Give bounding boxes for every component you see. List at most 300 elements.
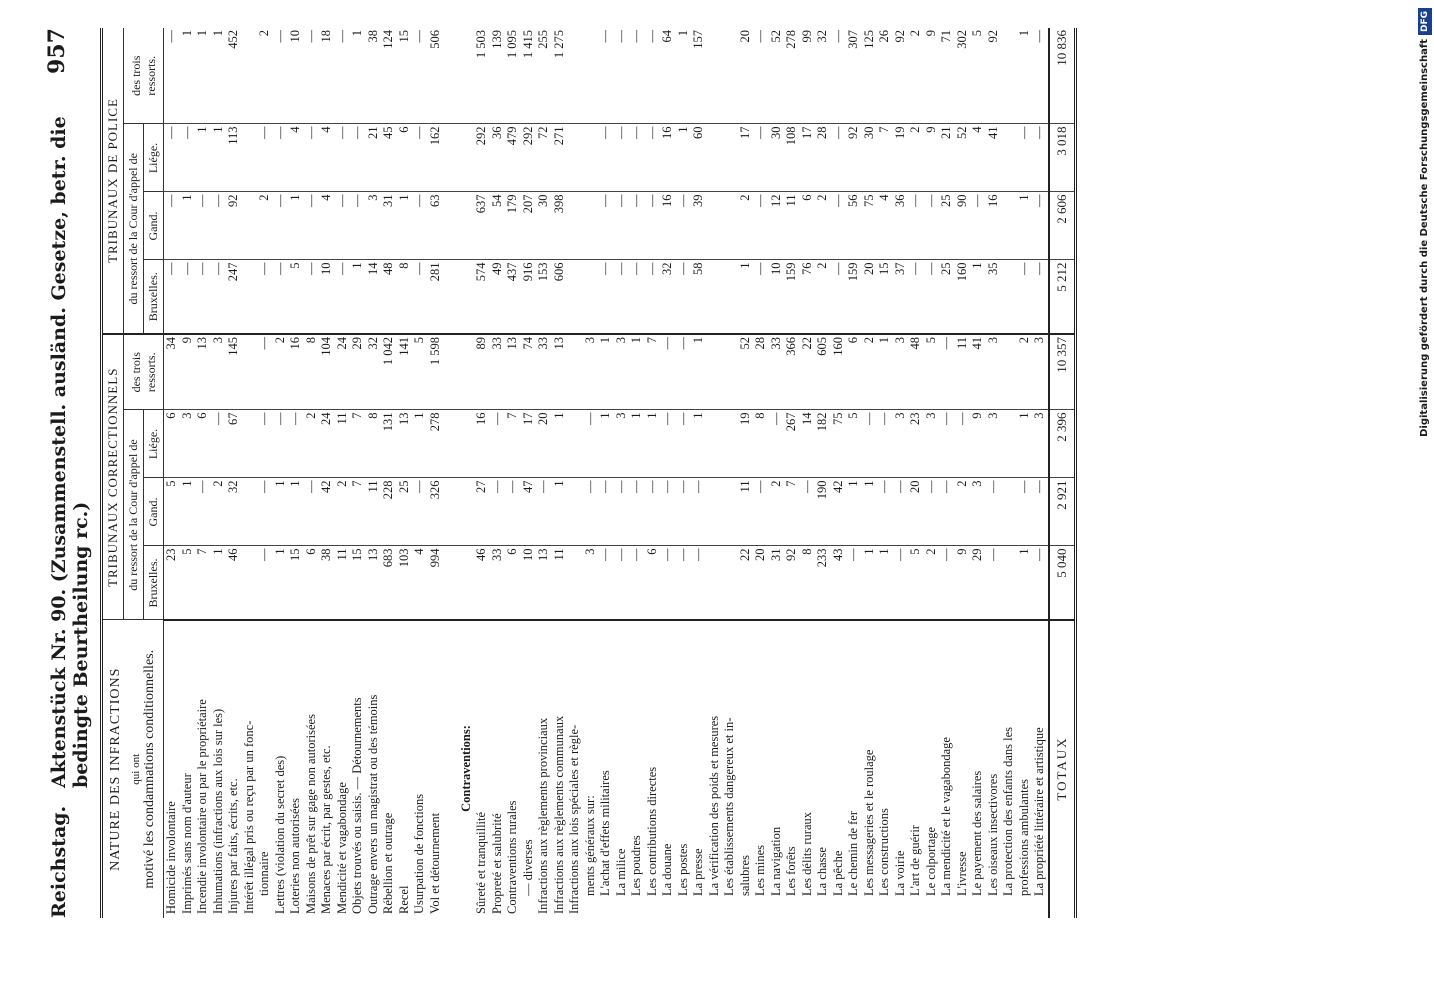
cell-pl — [722, 124, 738, 192]
cell-cg: — — [660, 478, 676, 546]
cell-ct: 5 — [924, 334, 940, 410]
row-label — [614, 620, 630, 918]
cell-ct: 28 — [753, 334, 769, 410]
cell-pg: — — [164, 192, 180, 260]
cell-ct: 33 — [536, 334, 552, 410]
cell-cg: 1 — [288, 478, 304, 546]
row-label — [397, 620, 413, 918]
cell-pl — [583, 124, 599, 192]
cell-ct: 16 — [288, 334, 304, 410]
cell-cl: 131 — [381, 410, 397, 478]
row-label — [319, 620, 335, 918]
cell-pl: — — [412, 124, 428, 192]
total-pb: 5 212 — [1049, 260, 1076, 334]
cell-ct: — — [939, 334, 955, 410]
cell-pl: 60 — [691, 124, 707, 192]
row-label — [660, 620, 676, 918]
cell-cg: — — [304, 478, 320, 546]
cell-pg: — — [629, 192, 645, 260]
table-row — [195, 28, 211, 918]
cell-ct: 2 — [1017, 334, 1033, 410]
header-left: Reichstag. — [48, 805, 70, 918]
table-row — [567, 28, 583, 918]
cell-pb: — — [598, 260, 614, 334]
cell-cg: — — [257, 478, 273, 546]
cell-cb: 9 — [955, 546, 971, 620]
cell-pt — [567, 28, 583, 124]
row-label-text: Vol et détournement — [427, 812, 442, 914]
row-label — [474, 620, 490, 918]
row-label-text: Intérêt illégal pris ou reçu par un fonc- — [241, 720, 256, 914]
cell-cb: 33 — [490, 546, 506, 620]
cell-pt: — — [1032, 28, 1049, 124]
total-cg: 2 921 — [1049, 478, 1076, 546]
cell-ct — [707, 334, 723, 410]
row-label — [939, 620, 955, 918]
cell-cl: 1 — [691, 410, 707, 478]
row-label-text: La presse — [691, 848, 705, 896]
cell-cb: 13 — [536, 546, 552, 620]
cell-pg: 90 — [955, 192, 971, 260]
table-row — [304, 28, 320, 918]
cell-pg: — — [273, 192, 289, 260]
cell-cl — [459, 410, 475, 478]
row-label-text: Infractions aux lois spéciales et règle- — [567, 724, 581, 914]
cell-pt: 2 — [908, 28, 924, 124]
cell-pt: 20 — [738, 28, 754, 124]
cell-ct: 3 — [583, 334, 599, 410]
cell-cl: 24 — [319, 410, 335, 478]
cell-cb — [1001, 546, 1017, 620]
cell-pt: 307 — [846, 28, 862, 124]
row-label — [226, 620, 242, 918]
cell-pb: — — [924, 260, 940, 334]
cell-cl: 13 — [397, 410, 413, 478]
row-label — [583, 620, 599, 918]
table-row — [862, 28, 878, 918]
cell-ct: 74 — [521, 334, 537, 410]
cell-cl: 17 — [521, 410, 537, 478]
row-label-text: Contraventions rurales — [505, 800, 519, 914]
cell-pg: 31 — [381, 192, 397, 260]
cell-cb: — — [257, 546, 273, 620]
cell-ct: 1 — [877, 334, 893, 410]
cell-cg: 42 — [831, 478, 847, 546]
cell-ct: 145 — [226, 334, 242, 410]
row-label — [676, 620, 692, 918]
table-row — [521, 28, 537, 918]
cell-pt: 1 503 — [474, 28, 490, 124]
cell-pl: 45 — [381, 124, 397, 192]
cell-pb: 76 — [800, 260, 816, 334]
cell-pt: 157 — [691, 28, 707, 124]
cell-ct: 32 — [366, 334, 382, 410]
cell-pt — [459, 28, 475, 124]
cell-ct: 24 — [335, 334, 351, 410]
cell-cl: — — [676, 410, 692, 478]
cell-pl: 17 — [800, 124, 816, 192]
cell-cg: 2 — [211, 478, 227, 546]
des-trois-header-1: des trois ressorts. — [124, 334, 164, 410]
table-row — [924, 28, 940, 918]
table-row — [660, 28, 676, 918]
cell-cb: 6 — [645, 546, 661, 620]
cell-ct — [1001, 334, 1017, 410]
cell-cl: — — [877, 410, 893, 478]
total-pl: 3 018 — [1049, 124, 1076, 192]
table-row — [474, 28, 490, 918]
cell-pb: 58 — [691, 260, 707, 334]
cell-pg: 30 — [536, 192, 552, 260]
cell-pg: 1 — [180, 192, 196, 260]
row-label-text: Recel — [396, 885, 411, 914]
cell-pt: — — [304, 28, 320, 124]
col-gand-2: Gand. — [144, 192, 164, 260]
cell-pt: — — [645, 28, 661, 124]
cell-cg: 2 — [769, 478, 785, 546]
row-label-text: Rébellion et outrage — [381, 812, 395, 914]
nature-header — [102, 620, 164, 918]
row-label-text: Homicide involontaire — [164, 801, 178, 914]
cell-pg: 39 — [691, 192, 707, 260]
cell-pl: 9 — [924, 124, 940, 192]
cell-pt: 9 — [924, 28, 940, 124]
cell-pg: — — [970, 192, 986, 260]
cell-pl: 21 — [366, 124, 382, 192]
cell-ct: 3 — [1032, 334, 1049, 410]
row-label-text: L'ivresse — [954, 851, 969, 896]
row-label — [164, 620, 180, 918]
table-row — [242, 28, 258, 918]
table-body — [164, 28, 1076, 918]
cell-cl: 182 — [815, 410, 831, 478]
table-row — [1032, 28, 1049, 918]
row-label — [1001, 620, 1017, 918]
table-row — [691, 28, 707, 918]
cell-cg: — — [1017, 478, 1033, 546]
cell-pb: 32 — [660, 260, 676, 334]
cell-pt: 1 — [350, 28, 366, 124]
ressort-header-1: du ressort de la Cour d'appel de — [124, 410, 144, 620]
cell-ct: 2 — [862, 334, 878, 410]
cell-ct: 33 — [490, 334, 506, 410]
row-label — [831, 620, 847, 918]
cell-pg: 12 — [769, 192, 785, 260]
cell-pb: 159 — [846, 260, 862, 334]
cell-pt: 18 — [319, 28, 335, 124]
row-label-text: Les mines — [753, 844, 767, 896]
cell-cb: 6 — [304, 546, 320, 620]
cell-pt: 1 — [211, 28, 227, 124]
table-row — [722, 28, 738, 918]
table-row — [1001, 28, 1017, 918]
cell-pb: — — [645, 260, 661, 334]
cell-cb: 8 — [800, 546, 816, 620]
row-label-text: — diverses — [520, 839, 535, 896]
cell-cg: — — [645, 478, 661, 546]
cell-ct: 5 — [412, 334, 428, 410]
cell-ct: 48 — [908, 334, 924, 410]
row-label-text: La protection des enfants dans les — [1001, 726, 1015, 896]
total-cb: 5 040 — [1049, 546, 1076, 620]
cell-pt: — — [614, 28, 630, 124]
cell-cg: — — [893, 478, 909, 546]
cell-pt: 99 — [800, 28, 816, 124]
cell-pg: 56 — [846, 192, 862, 260]
cell-cb — [242, 546, 258, 620]
table-row — [443, 28, 459, 918]
row-label-text: Les forêts — [784, 846, 798, 896]
cell-pt: — — [753, 28, 769, 124]
cell-ct: 29 — [350, 334, 366, 410]
cell-cg: — — [598, 478, 614, 546]
table-row — [583, 28, 599, 918]
cell-pb: — — [273, 260, 289, 334]
cell-cl: 1 — [598, 410, 614, 478]
cell-cb: 994 — [428, 546, 444, 620]
cell-pg: — — [598, 192, 614, 260]
cell-pt: 1 — [195, 28, 211, 124]
cell-cb: 11 — [552, 546, 568, 620]
cell-pl: — — [598, 124, 614, 192]
cell-pt: 1 275 — [552, 28, 568, 124]
cell-pl: — — [164, 124, 180, 192]
cell-pg: — — [645, 192, 661, 260]
cell-pl: 41 — [986, 124, 1002, 192]
cell-cb: 5 — [180, 546, 196, 620]
cell-pt: — — [335, 28, 351, 124]
table-row — [831, 28, 847, 918]
cell-pb: 49 — [490, 260, 506, 334]
cell-pg — [583, 192, 599, 260]
cell-pl: — — [304, 124, 320, 192]
cell-pt: — — [164, 28, 180, 124]
cell-pg: 2 — [257, 192, 273, 260]
cell-cl: 1 — [629, 410, 645, 478]
table-row — [288, 28, 304, 918]
row-label-text: Incendie involontaire ou par le propriétaire — [195, 699, 209, 914]
cell-pt: 32 — [815, 28, 831, 124]
row-label — [381, 620, 397, 918]
row-label-text: Usurpation de fonctions — [412, 793, 426, 914]
cell-cb: 46 — [226, 546, 242, 620]
row-label-text: salubres — [737, 855, 752, 896]
row-label — [598, 620, 614, 918]
table-row — [800, 28, 816, 918]
cell-pb: — — [831, 260, 847, 334]
cell-cb: 1 — [273, 546, 289, 620]
cell-cg — [722, 478, 738, 546]
row-label-text: Injures par faits, écrits, etc. — [226, 778, 240, 914]
row-label-text: La propriété littéraire et artistique — [1032, 727, 1046, 896]
cell-pg: 2 — [738, 192, 754, 260]
row-label — [459, 620, 475, 918]
cell-pt: 302 — [955, 28, 971, 124]
cell-pl: 113 — [226, 124, 242, 192]
cell-cl: — — [660, 410, 676, 478]
table-row — [397, 28, 413, 918]
cell-pt: 125 — [862, 28, 878, 124]
cell-ct: 160 — [831, 334, 847, 410]
row-label-text: Les délits ruraux — [799, 811, 814, 896]
cell-pt: 15 — [397, 28, 413, 124]
cell-pg: 1 — [1017, 192, 1033, 260]
cell-pg: — — [614, 192, 630, 260]
running-head — [40, 28, 92, 918]
cell-ct: 13 — [552, 334, 568, 410]
cell-cb: 4 — [412, 546, 428, 620]
row-label — [180, 620, 196, 918]
cell-pb — [242, 260, 258, 334]
table-row — [505, 28, 521, 918]
cell-cg: — — [753, 478, 769, 546]
row-label-text: L'art de guérir — [908, 825, 922, 896]
cell-pb — [707, 260, 723, 334]
cell-cg: 32 — [226, 478, 242, 546]
cell-cg — [567, 478, 583, 546]
table-row — [226, 28, 242, 918]
row-label — [443, 620, 459, 918]
cell-cl: 3 — [924, 410, 940, 478]
cell-cb — [722, 546, 738, 620]
cell-cg: — — [676, 478, 692, 546]
cell-pl: 36 — [490, 124, 506, 192]
cell-pl: 30 — [769, 124, 785, 192]
cell-cg: 1 — [862, 478, 878, 546]
total-ct: 10 357 — [1049, 334, 1076, 410]
table-row — [908, 28, 924, 918]
cell-ct — [459, 334, 475, 410]
cell-pl: 271 — [552, 124, 568, 192]
cell-pb: 8 — [397, 260, 413, 334]
cell-cg: 3 — [970, 478, 986, 546]
cell-pl — [242, 124, 258, 192]
cell-pt: 71 — [939, 28, 955, 124]
cell-pl: 7 — [877, 124, 893, 192]
row-label-text: Mendicité et vagabondage — [334, 782, 349, 914]
cell-ct: 33 — [769, 334, 785, 410]
cell-pt — [242, 28, 258, 124]
cell-pb: 37 — [893, 260, 909, 334]
cell-pg: 92 — [226, 192, 242, 260]
cell-cg: 228 — [381, 478, 397, 546]
cell-cg: — — [1032, 478, 1049, 546]
cell-pt: 1 — [676, 28, 692, 124]
row-label-text: La milice — [613, 848, 628, 896]
totals-row — [1049, 28, 1076, 918]
cell-cg: 11 — [366, 478, 382, 546]
cell-cb: 29 — [970, 546, 986, 620]
cell-cb: 2 — [924, 546, 940, 620]
cell-cg: 47 — [521, 478, 537, 546]
cell-pt: 64 — [660, 28, 676, 124]
cell-pt: — — [629, 28, 645, 124]
cell-pt: 452 — [226, 28, 242, 124]
cell-ct: 41 — [970, 334, 986, 410]
cell-cb: — — [691, 546, 707, 620]
cell-pt: 139 — [490, 28, 506, 124]
cell-pb: 437 — [505, 260, 521, 334]
cell-cb: — — [1032, 546, 1049, 620]
cell-cg: 11 — [738, 478, 754, 546]
cell-cb: 103 — [397, 546, 413, 620]
cell-cl: — — [862, 410, 878, 478]
cell-cl: 6 — [195, 410, 211, 478]
table-row — [459, 28, 475, 918]
table-row — [536, 28, 552, 918]
cell-cb: 43 — [831, 546, 847, 620]
row-label — [645, 620, 661, 918]
cell-cb: 3 — [583, 546, 599, 620]
cell-pt: 124 — [381, 28, 397, 124]
group-correctionnels: TRIBUNAUX CORRECTIONNELS — [102, 334, 124, 620]
cell-pg: 398 — [552, 192, 568, 260]
cell-pt — [722, 28, 738, 124]
cell-cl: — — [955, 410, 971, 478]
cell-pl: — — [257, 124, 273, 192]
cell-cl: 11 — [335, 410, 351, 478]
row-label-text: ments généraux sur: — [582, 795, 597, 896]
cell-pl — [1001, 124, 1017, 192]
cell-cg: 2 — [335, 478, 351, 546]
row-label — [304, 620, 320, 918]
cell-pg: — — [676, 192, 692, 260]
row-label — [428, 620, 444, 918]
cell-pl: 4 — [319, 124, 335, 192]
row-label-text: Le chemin de fer — [846, 810, 860, 896]
cell-pt: 26 — [877, 28, 893, 124]
cell-pb: 2 — [815, 260, 831, 334]
cell-pl: 292 — [521, 124, 537, 192]
cell-cb: 20 — [753, 546, 769, 620]
cell-pb: 14 — [366, 260, 382, 334]
cell-cl: 19 — [738, 410, 754, 478]
cell-pb: — — [195, 260, 211, 334]
cell-pb: 1 — [738, 260, 754, 334]
row-label — [211, 620, 227, 918]
cell-pl: 30 — [862, 124, 878, 192]
row-label-text: Le payement des salaires — [970, 770, 984, 896]
row-label-text: Lettres (violation du secret des) — [272, 755, 287, 914]
table-row — [319, 28, 335, 918]
cell-cb: 15 — [288, 546, 304, 620]
cell-cb: 683 — [381, 546, 397, 620]
row-label — [335, 620, 351, 918]
table-row — [335, 28, 351, 918]
cell-ct — [443, 334, 459, 410]
row-label — [815, 620, 831, 918]
cell-cl — [567, 410, 583, 478]
table-row — [784, 28, 800, 918]
cell-pb: 10 — [769, 260, 785, 334]
cell-pt — [583, 28, 599, 124]
cell-ct: 605 — [815, 334, 831, 410]
cell-cg: 7 — [350, 478, 366, 546]
row-label — [1032, 620, 1049, 918]
cell-pb: — — [180, 260, 196, 334]
row-label — [800, 620, 816, 918]
cell-cl: — — [257, 410, 273, 478]
cell-cg: — — [986, 478, 1002, 546]
cell-pg: — — [304, 192, 320, 260]
page-number: 957 — [44, 28, 70, 74]
cell-cb: 7 — [195, 546, 211, 620]
cell-pb: 48 — [381, 260, 397, 334]
cell-pb: 159 — [784, 260, 800, 334]
row-label — [288, 620, 304, 918]
cell-cb: — — [629, 546, 645, 620]
table-row — [815, 28, 831, 918]
